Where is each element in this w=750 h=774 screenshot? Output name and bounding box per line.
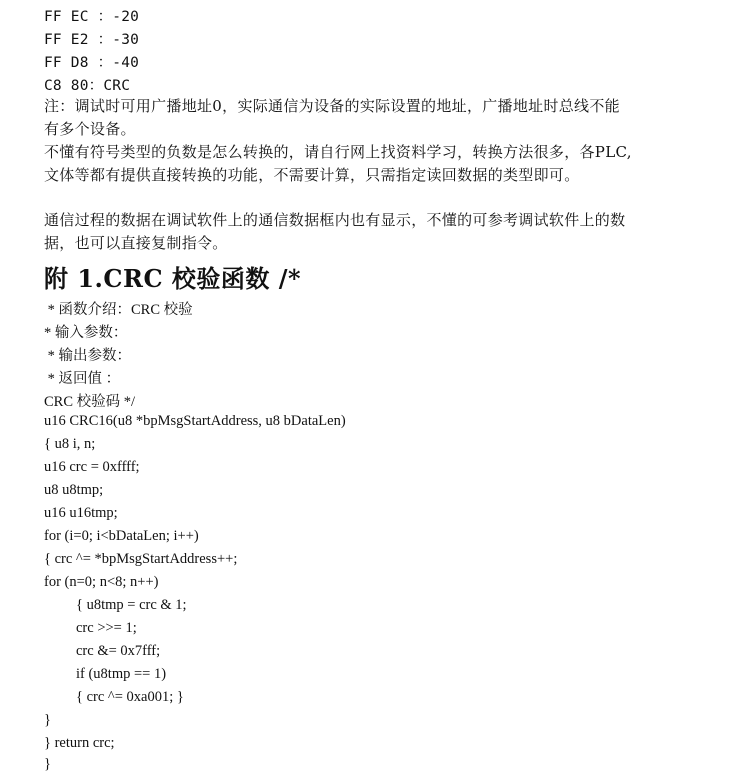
code-line-2: { u8 i, n; — [44, 436, 96, 452]
code-line-1: u16 CRC16(u8 *bpMsgStartAddress, u8 bDataLen) — [44, 413, 346, 429]
code-line-16: } — [44, 756, 51, 772]
section-heading: 附 1.CRC 校验函数 /* — [44, 264, 302, 293]
comment-line-3: * 输出参数： — [44, 348, 131, 364]
code-line-13: { crc ^= 0xa001; } — [76, 689, 184, 705]
code-line-4: u8 u8tmp; — [44, 482, 104, 498]
note-line-6: 据，也可以直接复制指令。 — [44, 234, 228, 252]
value-line-ffec: FF EC ：-20 — [44, 9, 140, 25]
comment-line-2: * 输入参数： — [44, 325, 128, 341]
value-line-ffe2: FF E2 ：-30 — [44, 32, 140, 48]
note-line-2: 有多个设备。 — [44, 120, 136, 138]
comment-line-5: CRC 校验码 */ — [44, 394, 136, 410]
code-line-14: } — [44, 712, 51, 728]
value-line-c880: C8 80：CRC — [44, 78, 131, 94]
value-line-ffd8: FF D8 ：-40 — [44, 55, 140, 71]
code-line-6: for (i=0; i<bDataLen; i++) — [44, 528, 199, 544]
comment-line-4: * 返回值 ： — [44, 371, 121, 387]
note-line-5: 通信过程的数据在调试软件上的通信数据框内也有显示，不懂的可参考调试软件上的数 — [44, 211, 626, 229]
code-line-12: if (u8tmp == 1) — [76, 666, 167, 682]
code-line-15: } return crc; — [44, 735, 115, 751]
code-line-11: crc &= 0x7fff; — [76, 643, 161, 659]
note-line-4: 文体等都有提供直接转换的功能，不需要计算，只需指定读回数据的类型即可。 — [44, 166, 580, 184]
code-line-10: crc >>= 1; — [76, 620, 137, 636]
code-line-7: { crc ^= *bpMsgStartAddress++; — [44, 551, 238, 567]
code-line-3: u16 crc = 0xffff; — [44, 459, 140, 475]
code-line-5: u16 u16tmp; — [44, 505, 118, 521]
code-line-9: { u8tmp = crc & 1; — [76, 597, 187, 613]
note-line-1: 注：调试时可用广播地址0，实际通信为设备的实际设置的地址，广播地址时总线不能 — [44, 97, 620, 115]
code-line-8: for (n=0; n<8; n++) — [44, 574, 159, 590]
note-line-3: 不懂有符号类型的负数是怎么转换的，请自行网上找资料学习，转换方法很多，各PLC, — [44, 143, 632, 161]
comment-line-1: * 函数介绍：CRC 校验 — [44, 302, 193, 318]
